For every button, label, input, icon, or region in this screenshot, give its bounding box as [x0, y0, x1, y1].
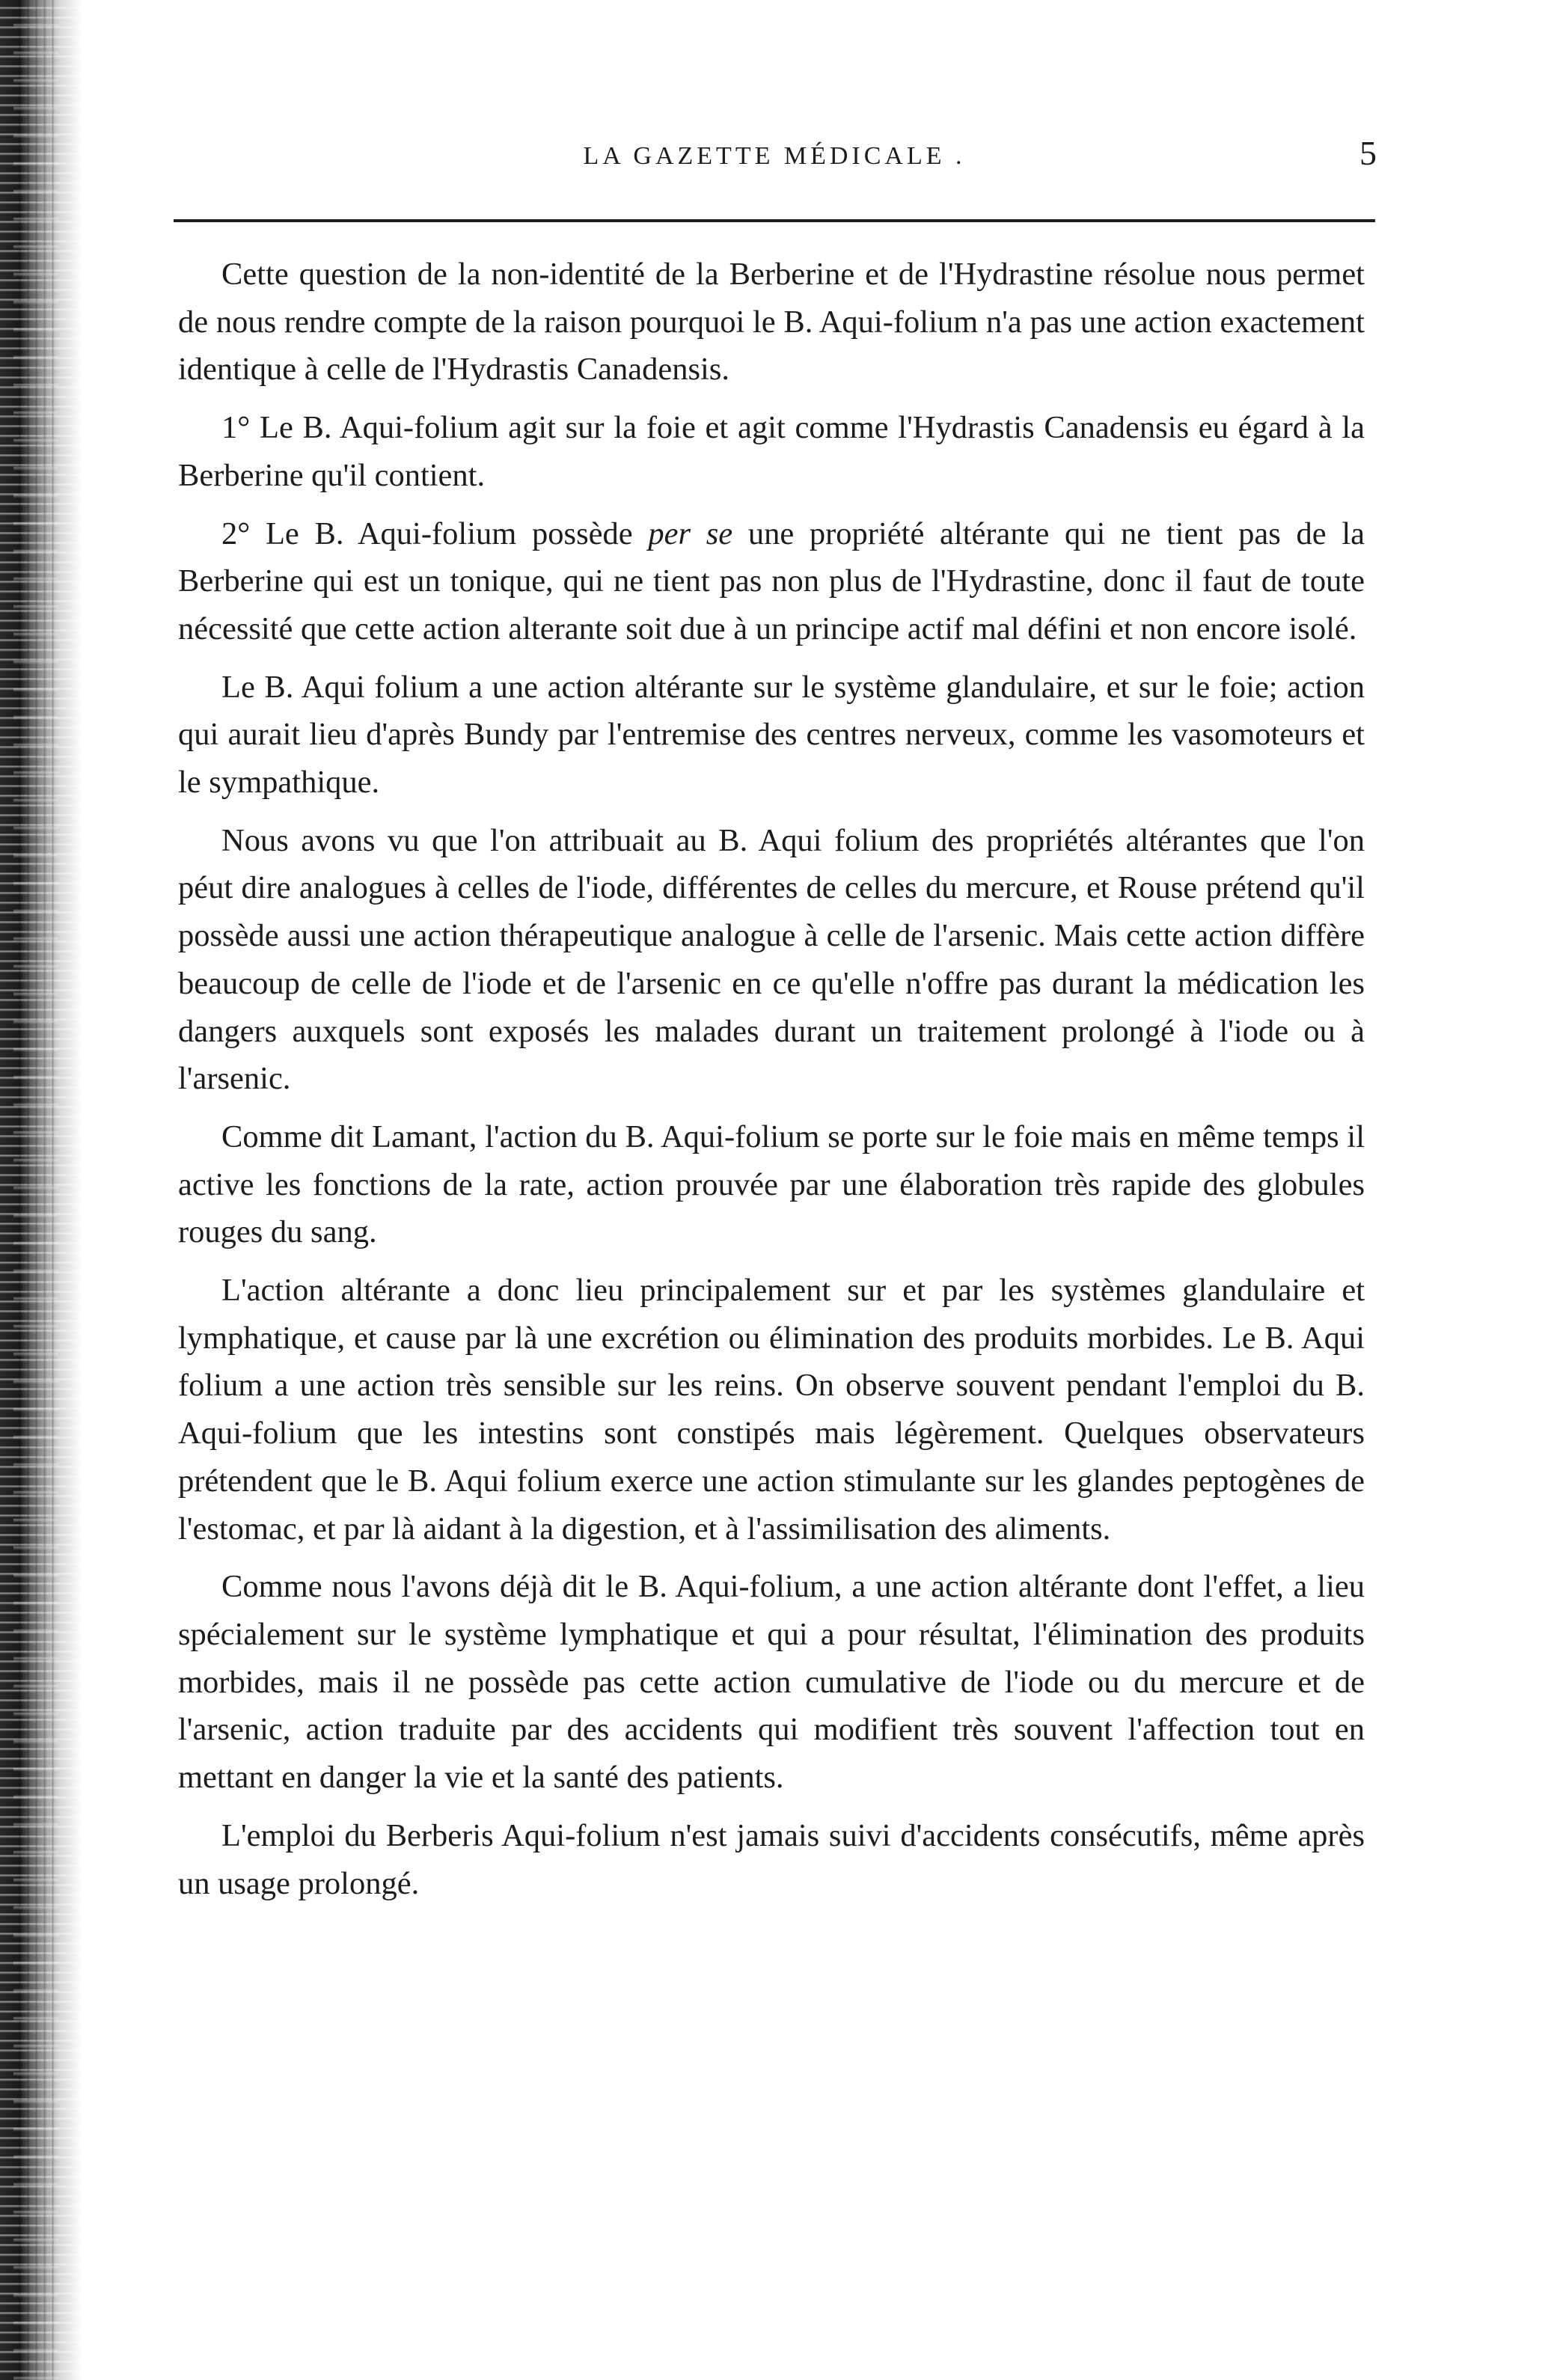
- paragraph-9: L'emploi du Berberis Aqui-folium n'est jamais suivi d'accidents consécutifs, même après un usage prolongé.: [178, 1817, 1365, 1901]
- paragraph-3: [178, 510, 1365, 653]
- paragraph-3-end: une propriété altérante qui ne tient pas de la Berberine qui est un tonique, qui ne tient pas non plus de l'Hydrastine, donc il faut de toute nécessité que cette action alterante soit due à un principe actif mal défini et non encore isolé.: [178, 516, 1365, 646]
- paragraph-8: Comme nous l'avons déjà dit le B. Aqui-folium, a une action altérante dont l'effet, a lieu spécialement sur le système lymphatique et qui a pour résultat, l'élimination des produits morbides, mais il ne possède pas cette action cumulative de l'iode ou du mercure et de l'arsenic, action traduite par des accidents qui modifient très souvent l'affection tout en mettant en danger la vie et la santé des patients.: [178, 1569, 1365, 1796]
- paragraph-3-start: 2° Le B. Aqui-folium possède: [221, 516, 649, 551]
- body-text: [178, 251, 1365, 1907]
- header-rule: [174, 219, 1375, 222]
- paragraph-1: Cette question de la non-identité de la Berberine et de l'Hydrastine résolue nous permet de nous rendre compte de la raison pourquoi le B. Aqui-folium n'a pas une action exactement identique à celle de l'Hydrastis Canadensis.: [178, 257, 1365, 388]
- page-header: [172, 133, 1377, 186]
- binding-speckle: [13, 0, 58, 2380]
- paragraph-6: Comme dit Lamant, l'action du B. Aqui-folium se porte sur le foie mais en même temps il active les fonctions de la rate, action prouvée par une élaboration très rapide des globules rouges du sang.: [178, 1119, 1365, 1250]
- paragraph-2: 1° Le B. Aqui-folium agit sur la foie et agit comme l'Hydrastis Canadensis eu égard à la Berberine qu'il contient.: [178, 410, 1365, 493]
- paragraph-7: L'action altérante a donc lieu principalement sur et par les systèmes glandulaire et lymphatique, et cause par là une excrétion ou élimination des produits morbides. Le B. Aqui folium a une action très sensible sur les reins. On observe souvent pendant l'emploi du B. Aqui-folium que les intestins sont constipés mais légèrement. Quelques observateurs prétendent que le B. Aqui folium exerce une action stimulante sur les glandes peptogènes de l'estomac, et par là aidant à la digestion, et à l'assimilisation des aliments.: [178, 1273, 1365, 1547]
- running-title: LA GAZETTE MÉDICALE .: [583, 142, 966, 170]
- page-number: 5: [1359, 134, 1377, 172]
- latin-phrase: per se: [648, 516, 733, 551]
- paragraph-5: Nous avons vu que l'on attribuait au B. Aqui folium des propriétés altérantes que l'on péut dire analogues à celles de l'iode, différentes de celles du mercure, et Rouse prétend qu'il possède aussi une action thérapeutique analogue à celle de l'arsenic. Mais cette action diffère beaucoup de celle de l'iode et de l'arsenic en ce qu'elle n'offre pas durant la médication les dangers auxquels sont exposés les malades durant un traitement prolongé à l'iode ou à l'arsenic.: [178, 822, 1365, 1097]
- paragraph-4: Le B. Aqui folium a une action altérante sur le système glandulaire, et sur le foie; action qui aurait lieu d'après Bundy par l'entremise des centres nerveux, comme les vasomoteurs et le sympathique.: [178, 669, 1365, 801]
